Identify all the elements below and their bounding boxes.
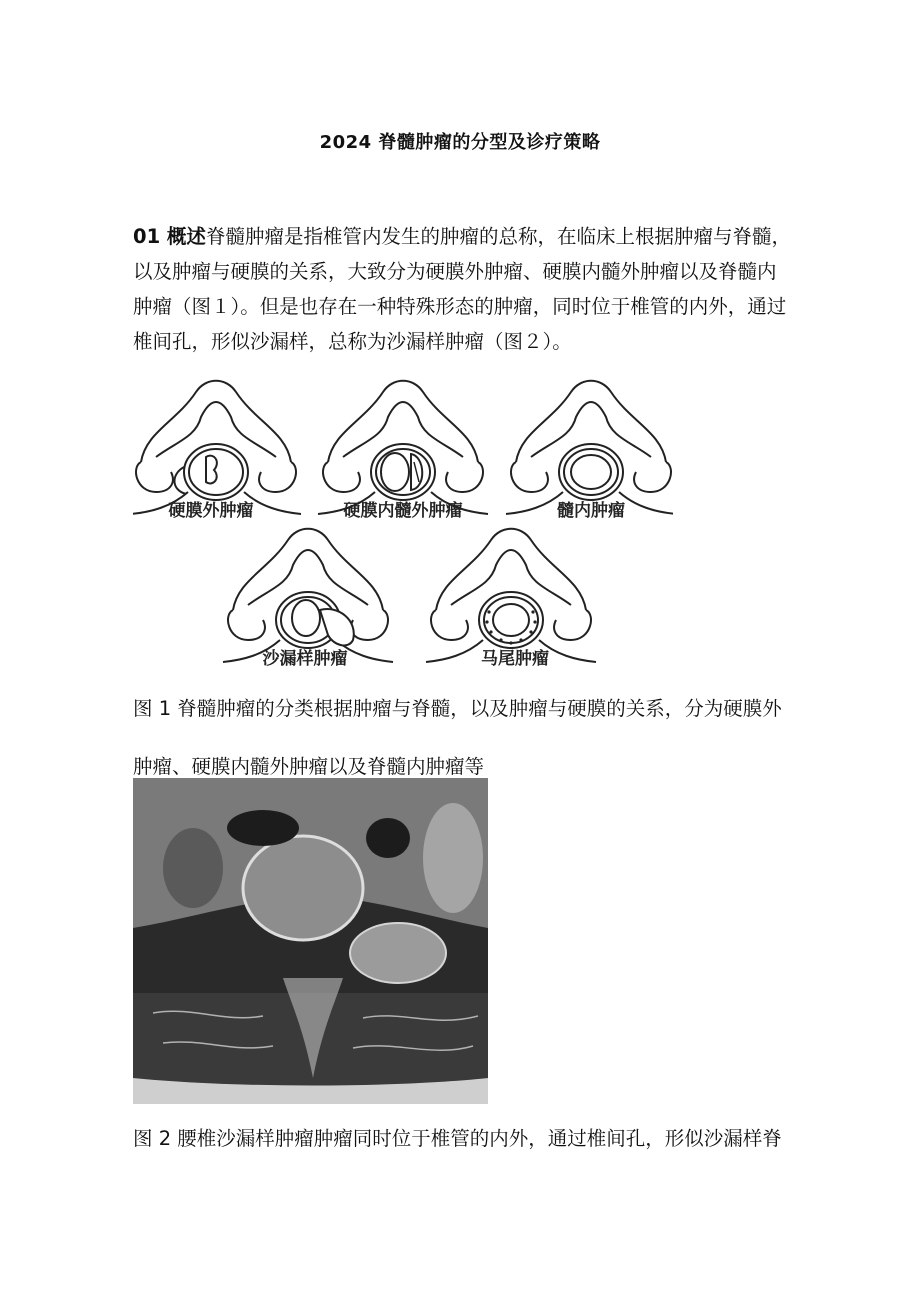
cauda-equina-diagram — [426, 529, 596, 662]
label-cauda-equina: 马尾肿瘤 — [481, 649, 549, 669]
intradural-extramedullary-diagram — [318, 381, 488, 514]
figure2-caption: 图 2 腰椎沙漏样肿瘤肿瘤同时位于椎管的内外，通过椎间孔，形似沙漏样脊 — [133, 1127, 782, 1150]
section-heading: 01 概述 — [133, 225, 206, 248]
overview-text: 脊髓肿瘤是指椎管内发生的肿瘤的总称，在临床上根据肿瘤与脊髓，以及肿瘤与硬膜的关系，大致分为硬膜外肿瘤、硬膜内髓外肿瘤以及脊髓内肿瘤（图１）。但是也存在一种特殊形态的肿瘤，同时位于椎管的内外，通过椎间孔，形似沙漏样，总称为沙漏样肿瘤（图２）。 — [133, 225, 791, 353]
label-epidural: 硬膜外肿瘤 — [168, 501, 254, 521]
label-hourglass: 沙漏样肿瘤 — [262, 649, 348, 669]
hourglass-diagram — [223, 529, 393, 662]
overview-paragraph — [133, 219, 793, 359]
figure1-caption: 图 1 脊髓肿瘤的分类根据肿瘤与脊髓，以及肿瘤与硬膜的关系，分为硬膜外肿瘤、硬膜内髓外肿瘤以及脊髓内肿瘤等 — [133, 697, 782, 778]
spinal-tumor-classification-figure — [133, 372, 673, 672]
label-intradural-extramedullary: 硬膜内髓外肿瘤 — [343, 501, 463, 521]
epidural-diagram — [133, 381, 301, 514]
document-title: 2024 脊髓肿瘤的分型及诊疗策略 — [319, 132, 601, 153]
lumbar-mri-image — [133, 778, 488, 1104]
intramedullary-diagram — [506, 381, 673, 514]
label-intramedullary: 髓内肿瘤 — [557, 501, 625, 521]
